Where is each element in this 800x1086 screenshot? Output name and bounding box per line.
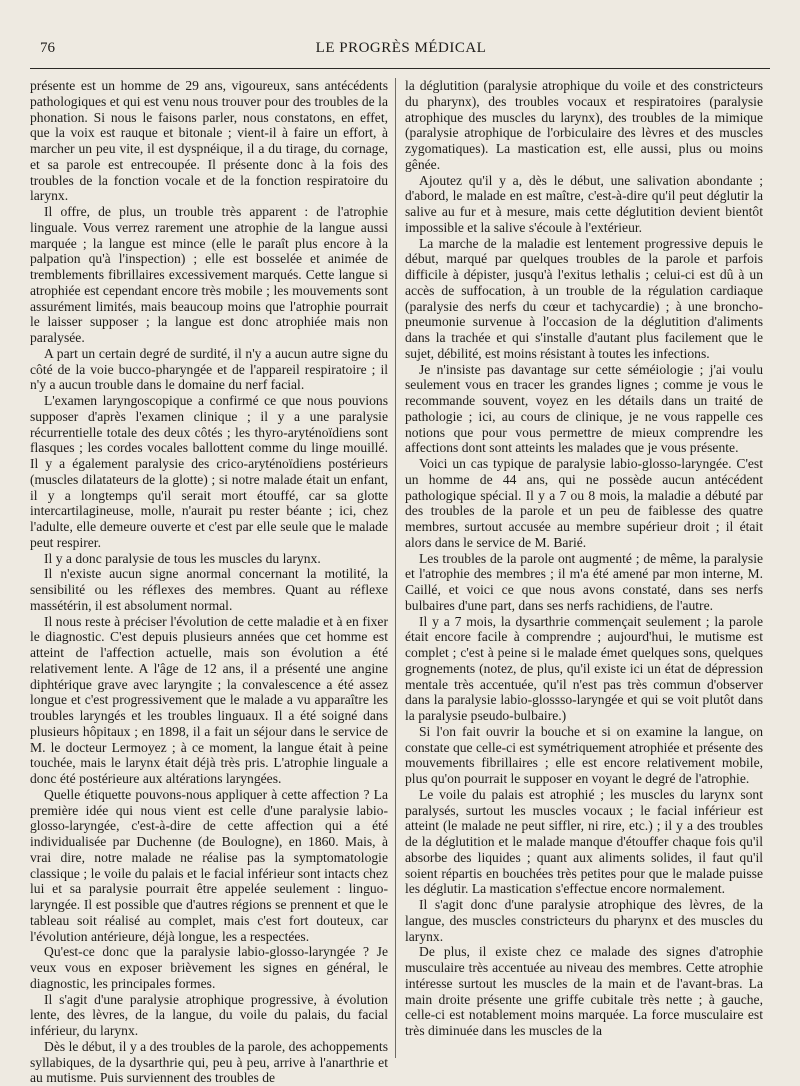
journal-title: LE PROGRÈS MÉDICAL bbox=[315, 40, 487, 56]
paragraph: Il y a 7 mois, la dysarthrie commençait seulement ; la parole était encore facile à comprendre ; aujourd'hui, le mutisme est complet ; c'est à peine si le malade émet quelques sons, quelques grognements (notez, de plus, qu'il existe ici un état de dépression mentale très accentuée, qu'il n'est pas très commun d'observer dans la paralysie labio-glossso-laryngée et qui se voit plutôt dans la paralysie pseudo-bulbaire.) bbox=[405, 613, 763, 723]
column-divider bbox=[395, 78, 396, 1058]
paragraph: De plus, il existe chez ce malade des signes d'atrophie musculaire très accentuée au niveau des membres. Cette atrophie intéresse surtout les muscles de la main et de l'avant-bras. La main droite présente une griffe cubitale très nette ; à gauche, celle-ci est notablement moins marquée. La force musculaire est très diminuée dans les muscles de la bbox=[405, 944, 763, 1038]
paragraph: Si l'on fait ouvrir la bouche et si on examine la langue, on constate que celle-ci est symétriquement atrophiée et présente des mouvements fibrillaires ; elle est encore relativement mobile, plus qu'on pourrait le supposer en voyant le degré de l'atrophie. bbox=[405, 723, 763, 786]
left-column bbox=[30, 78, 388, 1086]
paragraph: Voici un cas typique de paralysie labio-glosso-laryngée. C'est un homme de 44 ans, qui ne possède aucun antécédent pathologique spécial. Il y a 7 ou 8 mois, la maladie a débuté par des troubles de la parole et un peu de faiblesse des quatre membres, surtout accusée au membre supérieur droit ; il était alors dans le service de M. Barié. bbox=[405, 456, 763, 550]
paragraph: la déglutition (paralysie atrophique du voile et des constricteurs du pharynx), des troubles vocaux et respiratoires (paralysie atrophique des muscles du larynx), des troubles de la mimique (paralysie atrophique de l'orbiculaire des lèvres et des muscles zygomatiques). La mastication est, elle aussi, plus ou moins gênée. bbox=[405, 78, 763, 172]
page-header bbox=[40, 40, 762, 60]
paragraph: Les troubles de la parole ont augmenté ; de même, la paralysie et l'atrophie des membres ; il m'a été amené par mon interne, M. Caillé, et voici ce que nous avons constaté, dans ses nerfs bulbaires d'une part, dans ses nerfs rachidiens, de l'autre. bbox=[405, 550, 763, 613]
paragraph: L'examen laryngoscopique a confirmé ce que nous pouvions supposer d'après l'examen clinique ; il y a une paralysie récurrentielle totale des deux côtés ; les thyro-aryténoïdiens sont flasques ; les cordes vocales ballottent comme du linge mouillé. Il y a également paralysie des crico-aryténoïdiens postérieurs (muscles dilatateurs de la glotte) ; si notre malade était un enfant, il y a longtemps qu'il serait mort étouffé, car sa glotte intercartilagineuse, molle, n'aurait pu rester béante ; ici, chez l'adulte, elle demeure ouverte et c'est par elle seule que le malade peut respirer. bbox=[30, 393, 388, 550]
paragraph: Le voile du palais est atrophié ; les muscles du larynx sont paralysés, surtout les muscles vocaux ; le facial inférieur est atteint (le malade ne peut siffler, ni rire, etc.) ; il y a des troubles de la déglutition et le malade manque d'étouffer chaque fois qu'il absorbe des liquides ; quant aux aliments solides, il faut qu'il soient répartis en bouchées très petites pour que le malade puisse les déglutir. La mastication s'effectue encore normalement. bbox=[405, 786, 763, 897]
paragraph: Quelle étiquette pouvons-nous appliquer à cette affection ? La première idée qui nous vient est celle d'une paralysie labio-glosso-laryngée, c'est-à-dire de cette affection qui a été individualisée par Duchenne (de Boulogne), en 1860. Mais, à vrai dire, notre malade ne réalise pas la symptomatologie classique ; le voile du palais et le facial inférieur sont intacts chez lui et sa paralysie pourrait être appelée seulement : linguo-laryngée. Il est possible que d'autres régions se prennent et que le tableau soit réalisé au complet, mais c'est fort douteux, car l'évolution antérieure, déjà longue, les a respectées. bbox=[30, 786, 388, 944]
paragraph: présente est un homme de 29 ans, vigoureux, sans antécédents pathologiques et qui est venu nous trouver pour des troubles de la phonation. Si nous le faisons parler, nous constatons, en effet, que la voix est rauque et bitonale ; vient-il à faire un effort, à marcher un peu vite, il est dyspnéique, il a du tirage, du cornage, et sa parole est entrecoupée. Il présente donc à la fois des troubles de la fonction vocale et de la fonction respiratoire du larynx. bbox=[30, 78, 388, 204]
paragraph: Il s'agit donc d'une paralysie atrophique des lèvres, de la langue, des muscles constricteurs du pharynx et des muscles du larynx. bbox=[405, 897, 763, 944]
header-rule bbox=[30, 68, 770, 69]
paragraph: Je n'insiste pas davantage sur cette séméiologie ; j'ai voulu seulement vous en tracer les grandes lignes ; comme je vous le recommande souvent, voyez en les détails dans un traité de pathologie ; ici, au cours de clinique, je ne vous rappelle ces notions que pour vous permettre de mieux comprendre les affections dont sont atteints les malades que je vous présente. bbox=[405, 361, 763, 456]
paragraph: Qu'est-ce donc que la paralysie labio-glosso-laryngée ? Je veux vous en exposer brièvement les signes en général, le diagnostic, les principales formes. bbox=[30, 944, 388, 991]
paragraph: A part un certain degré de surdité, il n'y a aucun autre signe du côté de la voie bucco-pharyngée et de l'appareil respiratoire ; il n'y a aucun trouble dans le domaine du nerf facial. bbox=[30, 345, 388, 393]
paragraph: Il offre, de plus, un trouble très apparent : de l'atrophie linguale. Vous verrez rarement une atrophie de la langue aussi marquée ; la langue est mince (elle le paraît plus encore à la palpation qu'à l'inspection) ; elle est bosselée et animée de tremblements fibrillaires excessivement marqués. Cette langue si atrophiée est cependant encore très mobile ; les mouvements sont assurément limités, mais beaucoup moins que l'atrophie pourrait le laisser supposer ; la langue est donc atrophiée mais non paralysée. bbox=[30, 204, 388, 345]
paragraph: Il nous reste à préciser l'évolution de cette maladie et à en fixer le diagnostic. C'est depuis plusieurs années que cet homme est atteint de l'affection actuelle, mais son évolution a été relativement lente. A l'âge de 12 ans, il a présenté une angine diphtérique grave avec laryngite ; la convalescence a été assez longue et c'est progressivement que le malade a vu apparaître les troubles laryngés et les troubles linguaux. Il a été soigné dans plusieurs hôpitaux ; en 1898, il a fait un séjour dans le service de M. le docteur Lermoyez ; à ce moment, la langue était à peine touchée, mais le larynx était déjà très pris. L'atrophie linguale a donc été postérieure aux altérations laryngées. bbox=[30, 613, 388, 786]
paragraph: Il y a donc paralysie de tous les muscles du larynx. bbox=[44, 550, 321, 566]
page-number: 76 bbox=[40, 40, 55, 56]
paragraph: Dès le début, il y a des troubles de la parole, des achoppements syllabiques, de la dysarthrie qui, peu à peu, arrive à l'anarthrie et au mutisme. Puis surviennent des troubles de bbox=[30, 1038, 388, 1086]
right-column bbox=[405, 78, 763, 1039]
paragraph: Il n'existe aucun signe anormal concernant la motilité, la sensibilité ou les réflexes des membres. Quant au réflexe massétérin, il est absolument normal. bbox=[30, 566, 388, 613]
paragraph: Il s'agit d'une paralysie atrophique progressive, à évolution lente, des lèvres, de la langue, du voile du palais, du facial inférieur, du larynx. bbox=[30, 991, 388, 1038]
paragraph: Ajoutez qu'il y a, dès le début, une salivation abondante ; d'abord, le malade en est maître, c'est-à-dire qu'il peut déglutir la salive au fur et à mesure, mais cette déglutition devient bientôt impossible et la salive s'écoule à l'extérieur. bbox=[405, 172, 763, 235]
paragraph: La marche de la maladie est lentement progressive depuis le début, marqué par quelques troubles de la parole et parfois difficile à dépister, jusqu'à l'exitus lethalis ; celui-ci est dû à un accès de suffocation, à un trouble de la régulation cardiaque (paralysie des nerfs du cœur et tachycardie) ; à une broncho-pneumonie survenue à l'occasion de la déglutition d'aliments dans la trachée et qui s'installe d'autant plus facilement que le sujet, débilité, est moins résistant à toutes les infections. bbox=[405, 235, 763, 361]
